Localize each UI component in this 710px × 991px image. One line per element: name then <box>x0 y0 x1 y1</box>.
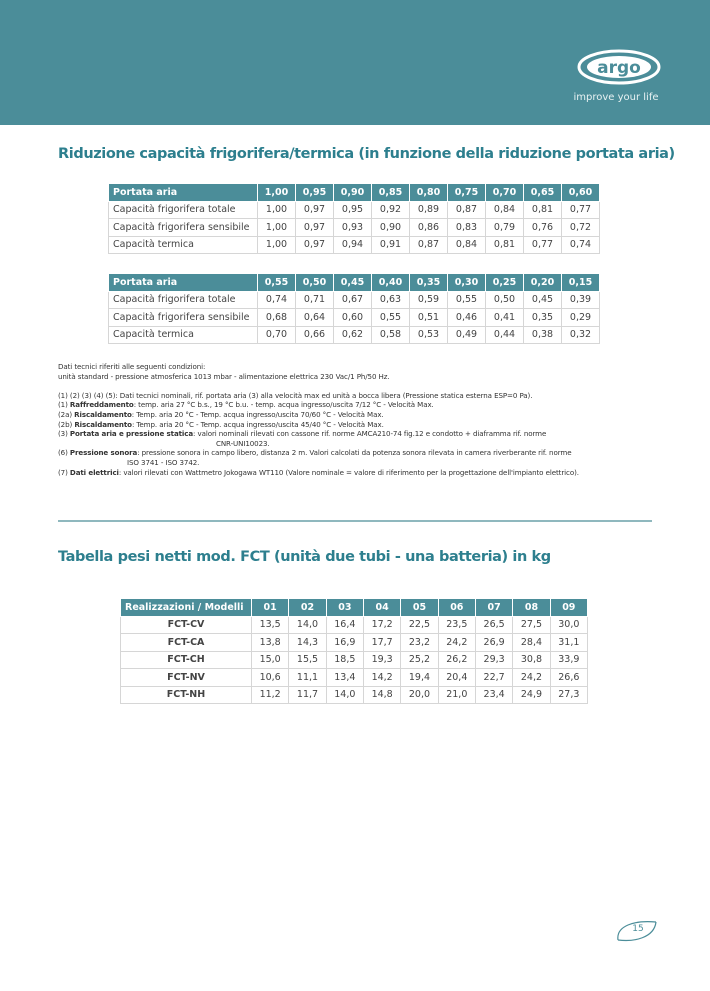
header-cell: 05 <box>401 599 438 617</box>
table-cell: 10,6 <box>252 669 289 687</box>
table-cell: 24,2 <box>513 669 550 687</box>
table-cell: 13,5 <box>252 616 289 634</box>
header-cell: Realizzazioni / Modelli <box>121 599 252 617</box>
note-conditions: unità standard - pressione atmosferica 1013 mbar - alimentazione elettrica 230 Vac/1 Ph/50 Hz. <box>58 371 390 381</box>
header-cell: 07 <box>475 599 512 617</box>
header-cell: 0,15 <box>562 274 600 292</box>
note-2a: (2a) Riscaldamento: Temp. aria 20 °C - Temp. acqua ingresso/uscita 70/60 °C - Velocità Max. <box>58 409 384 419</box>
table-cell: 0,87 <box>410 236 448 254</box>
table-cell: 0,71 <box>296 291 334 309</box>
table-cell: 14,8 <box>363 686 400 704</box>
table-cell: 14,2 <box>363 669 400 687</box>
header-cell: 06 <box>438 599 475 617</box>
table-row <box>121 686 588 704</box>
table-cell: 23,5 <box>438 616 475 634</box>
note-6: (6) Pressione sonora: pressione sonora in campo libero, distanza 2 m. Valori calcolati da potenza sonora rilevata in camera riverberante rif. norme <box>58 448 572 458</box>
table-cell: 0,32 <box>562 326 600 344</box>
table-row <box>121 651 588 669</box>
header-cell: 01 <box>252 599 289 617</box>
table-header-row <box>109 274 600 292</box>
table-cell: Capacità termica <box>109 236 258 254</box>
header-cell: 0,75 <box>448 184 486 202</box>
header-cell: 02 <box>289 599 326 617</box>
table-header-row <box>109 184 600 202</box>
table-cell: 0,94 <box>334 236 372 254</box>
table-cell: Capacità termica <box>109 326 258 344</box>
table-cell: 0,41 <box>486 309 524 327</box>
table-cell: 0,49 <box>448 326 486 344</box>
table-cell: 27,3 <box>550 686 587 704</box>
table-row <box>109 309 600 327</box>
table-row <box>109 236 600 254</box>
table-cell: 0,63 <box>372 291 410 309</box>
table-cell: 0,87 <box>448 201 486 219</box>
table-cell: 0,44 <box>486 326 524 344</box>
table-cell: 23,2 <box>401 634 438 652</box>
header-cell: 0,35 <box>410 274 448 292</box>
table-cell: 23,4 <box>475 686 512 704</box>
svg-text:argo: argo <box>597 58 641 78</box>
table-cell: 22,7 <box>475 669 512 687</box>
table-cell: 0,74 <box>258 291 296 309</box>
table-cell: 0,86 <box>410 219 448 237</box>
table-cell: 21,0 <box>438 686 475 704</box>
table-cell: 0,38 <box>524 326 562 344</box>
weights-table <box>120 598 588 704</box>
reduction-table-1 <box>108 183 600 254</box>
table-cell: 0,89 <box>410 201 448 219</box>
table-cell: 0,58 <box>372 326 410 344</box>
table-cell: 26,5 <box>475 616 512 634</box>
header-cell: 0,40 <box>372 274 410 292</box>
table-cell: 0,93 <box>334 219 372 237</box>
table-row <box>121 634 588 652</box>
table-cell: 27,5 <box>513 616 550 634</box>
table-cell: 0,62 <box>334 326 372 344</box>
table-cell: 0,84 <box>486 201 524 219</box>
table-cell: 15,0 <box>252 651 289 669</box>
table-cell: FCT-CH <box>121 651 252 669</box>
header-cell: 1,00 <box>258 184 296 202</box>
table-cell: 1,00 <box>258 201 296 219</box>
argo-logo <box>576 48 662 86</box>
table-cell: 0,51 <box>410 309 448 327</box>
table-cell: 0,81 <box>524 201 562 219</box>
note-6-cont: ISO 3741 - ISO 3742. <box>127 457 200 467</box>
table-cell: 0,55 <box>448 291 486 309</box>
header-cell: 04 <box>363 599 400 617</box>
table-cell: 0,53 <box>410 326 448 344</box>
header-cell: 0,30 <box>448 274 486 292</box>
reduction-table-2 <box>108 273 600 344</box>
table-cell: 11,1 <box>289 669 326 687</box>
table-cell: 0,70 <box>258 326 296 344</box>
note-3-cont: CNR-UNI10023. <box>216 438 270 448</box>
table-cell: 26,2 <box>438 651 475 669</box>
header-cell: 0,45 <box>334 274 372 292</box>
table-cell: 0,83 <box>448 219 486 237</box>
table-cell: 26,6 <box>550 669 587 687</box>
table-cell: 0,45 <box>524 291 562 309</box>
header-cell: 03 <box>326 599 363 617</box>
header-cell: 0,60 <box>562 184 600 202</box>
table-cell: 29,3 <box>475 651 512 669</box>
table-cell: 33,9 <box>550 651 587 669</box>
table-header-row <box>121 599 588 617</box>
table-cell: 0,95 <box>334 201 372 219</box>
table-cell: 13,4 <box>326 669 363 687</box>
note-3: (3) Portata aria e pressione statica: valori nominali rilevati con cassone rif. norme AMCA210-74 fig.12 e condotto + diaframma rif. norme <box>58 429 547 439</box>
table-cell: 0,66 <box>296 326 334 344</box>
table-row <box>109 291 600 309</box>
page-number: 15 <box>632 924 644 934</box>
table-cell: 11,7 <box>289 686 326 704</box>
table-cell: FCT-CA <box>121 634 252 652</box>
note-1: (1) Raffreddamento: temp. aria 27 °C b.s., 19 °C b.u. - temp. acqua ingresso/uscita 7/12 °C - Velocità Max. <box>58 400 434 410</box>
table-cell: 0,55 <box>372 309 410 327</box>
table-cell: 31,1 <box>550 634 587 652</box>
table-cell: Capacità frigorifera sensibile <box>109 309 258 327</box>
table-cell: 0,76 <box>524 219 562 237</box>
header-cell: Portata aria <box>109 274 258 292</box>
table-cell: 22,5 <box>401 616 438 634</box>
table-cell: 16,9 <box>326 634 363 652</box>
table-cell: 0,77 <box>562 201 600 219</box>
table-cell: 0,97 <box>296 201 334 219</box>
note-7: (7) Dati elettrici: valori rilevati con Wattmetro Jokogawa WT110 (Valore nominale = valore di riferimento per la progettazione dell'impianto elettrico). <box>58 467 579 477</box>
header-cell: 0,25 <box>486 274 524 292</box>
table-row <box>109 326 600 344</box>
header-cell: 0,80 <box>410 184 448 202</box>
table-cell: 17,2 <box>363 616 400 634</box>
table-cell: 11,2 <box>252 686 289 704</box>
table-cell: 0,50 <box>486 291 524 309</box>
header-cell: 0,70 <box>486 184 524 202</box>
table-cell: 28,4 <box>513 634 550 652</box>
table-cell: FCT-NH <box>121 686 252 704</box>
table-cell: FCT-CV <box>121 616 252 634</box>
table-cell: 0,81 <box>486 236 524 254</box>
header-cell: 0,20 <box>524 274 562 292</box>
note-2b: (2b) Riscaldamento: Temp. aria 20 °C - Temp. acqua ingresso/uscita 45/40 °C - Velocità Max. <box>58 419 384 429</box>
table-cell: Capacità frigorifera totale <box>109 201 258 219</box>
note-intro: Dati tecnici riferiti alle seguenti condizioni: <box>58 362 206 371</box>
table-cell: 14,0 <box>326 686 363 704</box>
table-cell: 0,67 <box>334 291 372 309</box>
table-cell: 19,4 <box>401 669 438 687</box>
technical-notes <box>58 362 698 477</box>
table-cell: 30,8 <box>513 651 550 669</box>
section-divider <box>58 520 652 522</box>
table-cell: 0,74 <box>562 236 600 254</box>
header-cell: 0,50 <box>296 274 334 292</box>
header-cell: 0,95 <box>296 184 334 202</box>
table-cell: 24,2 <box>438 634 475 652</box>
header-cell: 08 <box>513 599 550 617</box>
table-cell: 0,77 <box>524 236 562 254</box>
table-cell: 0,97 <box>296 236 334 254</box>
table-cell: 0,35 <box>524 309 562 327</box>
table-cell: 26,9 <box>475 634 512 652</box>
table-cell: 18,5 <box>326 651 363 669</box>
table-cell: 25,2 <box>401 651 438 669</box>
table-row <box>109 219 600 237</box>
table-cell: 0,29 <box>562 309 600 327</box>
table-cell: 0,60 <box>334 309 372 327</box>
table-cell: 30,0 <box>550 616 587 634</box>
table-cell: 19,3 <box>363 651 400 669</box>
header-cell: 0,55 <box>258 274 296 292</box>
header-cell: Portata aria <box>109 184 258 202</box>
table-cell: 16,4 <box>326 616 363 634</box>
table-cell: FCT-NV <box>121 669 252 687</box>
table-cell: 1,00 <box>258 219 296 237</box>
table-cell: 0,64 <box>296 309 334 327</box>
table-cell: 0,84 <box>448 236 486 254</box>
table-cell: 0,79 <box>486 219 524 237</box>
table-cell: 17,7 <box>363 634 400 652</box>
table-cell: 14,3 <box>289 634 326 652</box>
table-row <box>109 201 600 219</box>
table-cell: 0,97 <box>296 219 334 237</box>
header-cell: 0,90 <box>334 184 372 202</box>
table-cell: 0,72 <box>562 219 600 237</box>
table-cell: 1,00 <box>258 236 296 254</box>
table-cell: Capacità frigorifera sensibile <box>109 219 258 237</box>
table-cell: 0,39 <box>562 291 600 309</box>
table-cell: 20,0 <box>401 686 438 704</box>
table-cell: 24,9 <box>513 686 550 704</box>
header-cell: 0,65 <box>524 184 562 202</box>
table-cell: 20,4 <box>438 669 475 687</box>
header-cell: 09 <box>550 599 587 617</box>
table-cell: 0,46 <box>448 309 486 327</box>
table-cell: 0,91 <box>372 236 410 254</box>
table-cell: 0,92 <box>372 201 410 219</box>
table-cell: Capacità frigorifera totale <box>109 291 258 309</box>
section-title-riduzione: Riduzione capacità frigorifera/termica (in funzione della riduzione portata aria) <box>58 146 675 162</box>
table-row <box>121 616 588 634</box>
table-cell: 15,5 <box>289 651 326 669</box>
table-cell: 13,8 <box>252 634 289 652</box>
table-row <box>121 669 588 687</box>
section-title-pesi: Tabella pesi netti mod. FCT (unità due tubi - una batteria) in kg <box>58 549 551 565</box>
header-cell: 0,85 <box>372 184 410 202</box>
table-cell: 0,90 <box>372 219 410 237</box>
note-0: (1) (2) (3) (4) (5): Dati tecnici nominali, rif. portata aria (3) alla velocità max ed unità a bocca libera (Pressione statica esterna ESP=0 Pa). <box>58 390 533 400</box>
tagline: improve your life <box>573 92 659 103</box>
table-cell: 0,68 <box>258 309 296 327</box>
table-cell: 0,59 <box>410 291 448 309</box>
table-cell: 14,0 <box>289 616 326 634</box>
